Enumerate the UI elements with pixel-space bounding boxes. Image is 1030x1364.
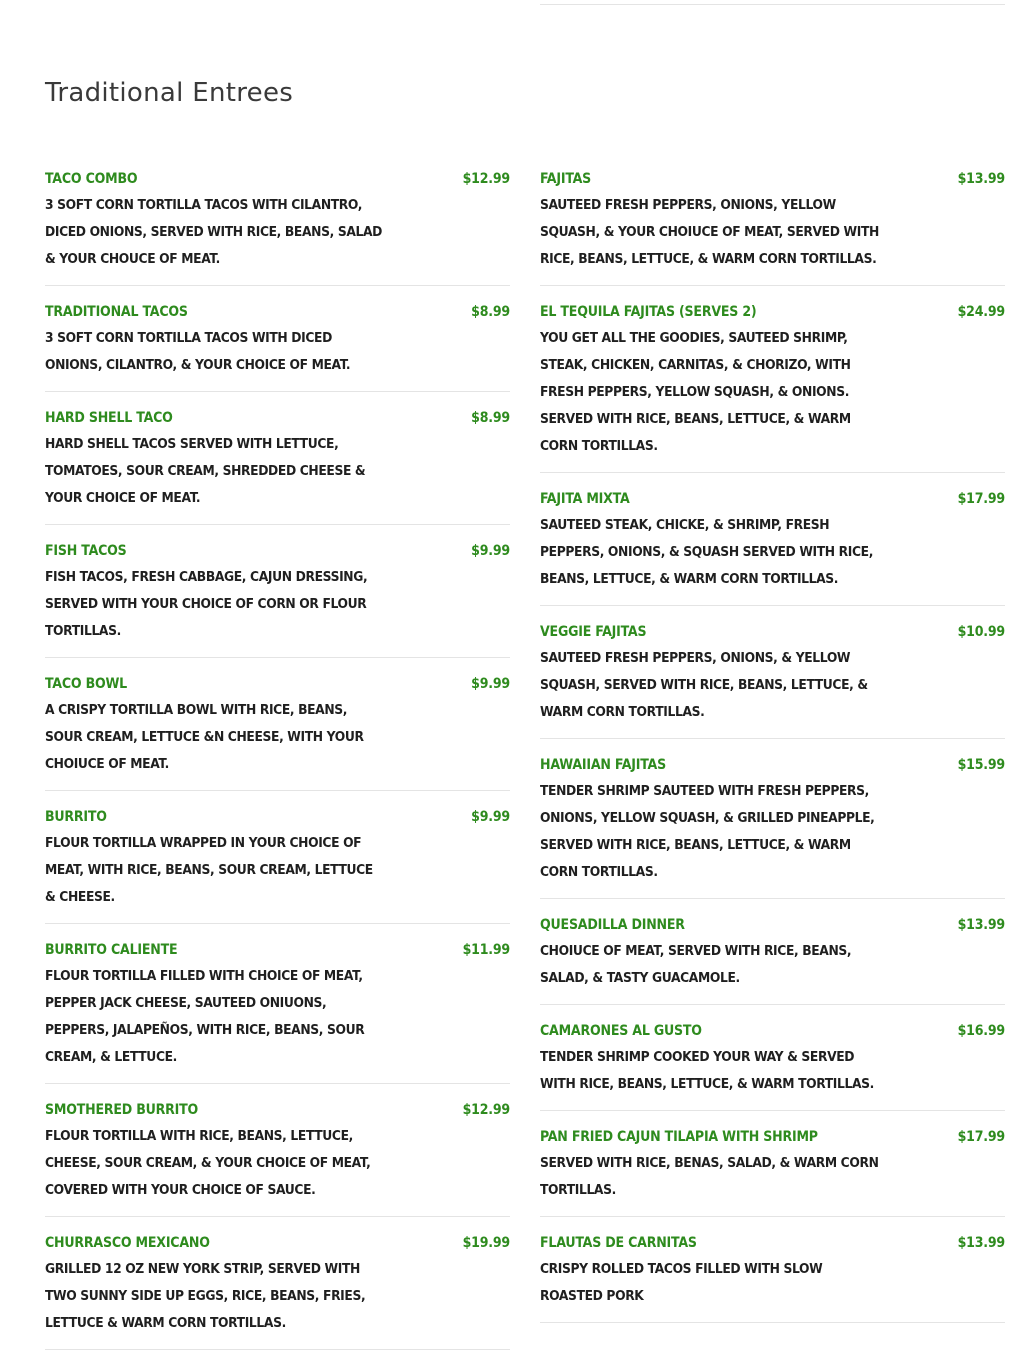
item-price: $16.99 — [957, 1023, 1005, 1039]
item-price: $9.99 — [471, 809, 510, 825]
item-price: $13.99 — [957, 171, 1005, 187]
item-price: $9.99 — [471, 543, 510, 559]
menu-item — [540, 1231, 1005, 1323]
item-description: FLOUR TORTILLA FILLED WITH CHOICE OF MEAT, PEPPER JACK CHEESE, SAUTEED ONIUONS, PEPPERS, JALAPEÑOS, WITH RICE, BEANS, SOUR CREAM, & LETTUCE. — [45, 969, 365, 1065]
item-name: CAMARONES AL GUSTO — [540, 1023, 702, 1039]
menu-column-left — [45, 167, 510, 1364]
item-description: 3 SOFT CORN TORTILLA TACOS WITH DICED ONIONS, CILANTRO, & YOUR CHOICE OF MEAT. — [45, 331, 351, 373]
item-description: TENDER SHRIMP COOKED YOUR WAY & SERVED WITH RICE, BEANS, LETTUCE, & WARM TORTILLAS. — [540, 1050, 874, 1092]
item-price: $17.99 — [957, 1129, 1005, 1145]
item-name: BURRITO CALIENTE — [45, 942, 178, 958]
item-name: FLAUTAS DE CARNITAS — [540, 1235, 697, 1251]
menu-item — [45, 1231, 510, 1350]
menu-item — [45, 805, 510, 924]
menu-item — [540, 620, 1005, 739]
menu-item — [540, 1019, 1005, 1111]
item-description: FISH TACOS, FRESH CABBAGE, CAJUN DRESSING, SERVED WITH YOUR CHOICE OF CORN OR FLOUR TORTILLAS. — [45, 570, 368, 639]
item-description: CRISPY ROLLED TACOS FILLED WITH SLOW ROASTED PORK — [540, 1262, 823, 1304]
menu-item — [540, 167, 1005, 286]
item-description: SAUTEED STEAK, CHICKE, & SHRIMP, FRESH PEPPERS, ONIONS, & SQUASH SERVED WITH RICE, BEANS, LETTUCE, & WARM CORN TORTILLAS. — [540, 518, 874, 587]
menu-item — [540, 753, 1005, 899]
item-name: HAWAIIAN FAJITAS — [540, 757, 666, 773]
item-name: TRADITIONAL TACOS — [45, 304, 188, 320]
item-name: QUESADILLA DINNER — [540, 917, 685, 933]
menu-item — [45, 1098, 510, 1217]
item-price: $17.99 — [957, 491, 1005, 507]
menu-item — [540, 300, 1005, 473]
item-name: HARD SHELL TACO — [45, 410, 173, 426]
item-name: FAJITAS — [540, 171, 592, 187]
item-description: SERVED WITH RICE, BENAS, SALAD, & WARM CORN TORTILLAS. — [540, 1156, 879, 1198]
item-name: TACO COMBO — [45, 171, 138, 187]
menu-item — [540, 1125, 1005, 1217]
menu-item — [45, 406, 510, 525]
item-name: SMOTHERED BURRITO — [45, 1102, 199, 1118]
item-price: $8.99 — [471, 410, 510, 426]
item-name: FISH TACOS — [45, 543, 127, 559]
item-price: $10.99 — [957, 624, 1005, 640]
menu-item — [540, 487, 1005, 606]
item-description: YOU GET ALL THE GOODIES, SAUTEED SHRIMP, STEAK, CHICKEN, CARNITAS, & CHORIZO, WITH FRESH PEPPERS, YELLOW SQUASH, & ONIONS. SERVED WITH RICE, BEANS, LETTUCE, & WARM CORN TORTILLAS. — [540, 331, 851, 454]
menu-item — [45, 300, 510, 392]
item-description: GRILLED 12 OZ NEW YORK STRIP, SERVED WITH TWO SUNNY SIDE UP EGGS, RICE, BEANS, FRIES, LETTUCE & WARM CORN TORTILLAS. — [45, 1262, 366, 1331]
top-divider — [540, 4, 1005, 5]
item-description: TENDER SHRIMP SAUTEED WITH FRESH PEPPERS, ONIONS, YELLOW SQUASH, & GRILLED PINEAPPLE, SERVED WITH RICE, BEANS, LETTUCE, & WARM CORN TORTILLAS. — [540, 784, 875, 880]
menu-item — [45, 539, 510, 658]
menu-item — [45, 672, 510, 791]
menu-column-right — [540, 167, 1005, 1337]
menu-item — [540, 913, 1005, 1005]
item-price: $15.99 — [957, 757, 1005, 773]
item-name: PAN FRIED CAJUN TILAPIA WITH SHRIMP — [540, 1129, 818, 1145]
item-description: CHOIUCE OF MEAT, SERVED WITH RICE, BEANS, SALAD, & TASTY GUACAMOLE. — [540, 944, 852, 986]
item-name: CHURRASCO MEXICANO — [45, 1235, 210, 1251]
item-price: $11.99 — [462, 942, 510, 958]
item-price: $24.99 — [957, 304, 1005, 320]
item-description: FLOUR TORTILLA WITH RICE, BEANS, LETTUCE, CHEESE, SOUR CREAM, & YOUR CHOICE OF MEAT, COVERED WITH YOUR CHOICE OF SAUCE. — [45, 1129, 371, 1198]
item-price: $12.99 — [462, 171, 510, 187]
menu-item — [45, 167, 510, 286]
item-price: $19.99 — [462, 1235, 510, 1251]
menu-item — [45, 938, 510, 1084]
section-title: Traditional Entrees — [45, 78, 294, 108]
item-price: $13.99 — [957, 917, 1005, 933]
item-name: VEGGIE FAJITAS — [540, 624, 647, 640]
item-price: $12.99 — [462, 1102, 510, 1118]
item-description: SAUTEED FRESH PEPPERS, ONIONS, & YELLOW SQUASH, SERVED WITH RICE, BEANS, LETTUCE, & WARM CORN TORTILLAS. — [540, 651, 868, 720]
item-price: $8.99 — [471, 304, 510, 320]
item-price: $13.99 — [957, 1235, 1005, 1251]
item-description: FLOUR TORTILLA WRAPPED IN YOUR CHOICE OF MEAT, WITH RICE, BEANS, SOUR CREAM, LETTUCE & CHEESE. — [45, 836, 373, 905]
item-name: FAJITA MIXTA — [540, 491, 630, 507]
item-description: 3 SOFT CORN TORTILLA TACOS WITH CILANTRO, DICED ONIONS, SERVED WITH RICE, BEANS, SALAD & YOUR CHOUCE OF MEAT. — [45, 198, 383, 267]
item-name: BURRITO — [45, 809, 107, 825]
item-name: TACO BOWL — [45, 676, 128, 692]
item-description: A CRISPY TORTILLA BOWL WITH RICE, BEANS, SOUR CREAM, LETTUCE &N CHEESE, WITH YOUR CHOIUCE OF MEAT. — [45, 703, 364, 772]
item-name: EL TEQUILA FAJITAS (SERVES 2) — [540, 304, 757, 320]
item-price: $9.99 — [471, 676, 510, 692]
item-description: SAUTEED FRESH PEPPERS, ONIONS, YELLOW SQUASH, & YOUR CHOIUCE OF MEAT, SERVED WITH RICE, BEANS, LETTUCE, & WARM CORN TORTILLAS. — [540, 198, 879, 267]
item-description: HARD SHELL TACOS SERVED WITH LETTUCE, TOMATOES, SOUR CREAM, SHREDDED CHEESE & YOUR CHOICE OF MEAT. — [45, 437, 366, 506]
